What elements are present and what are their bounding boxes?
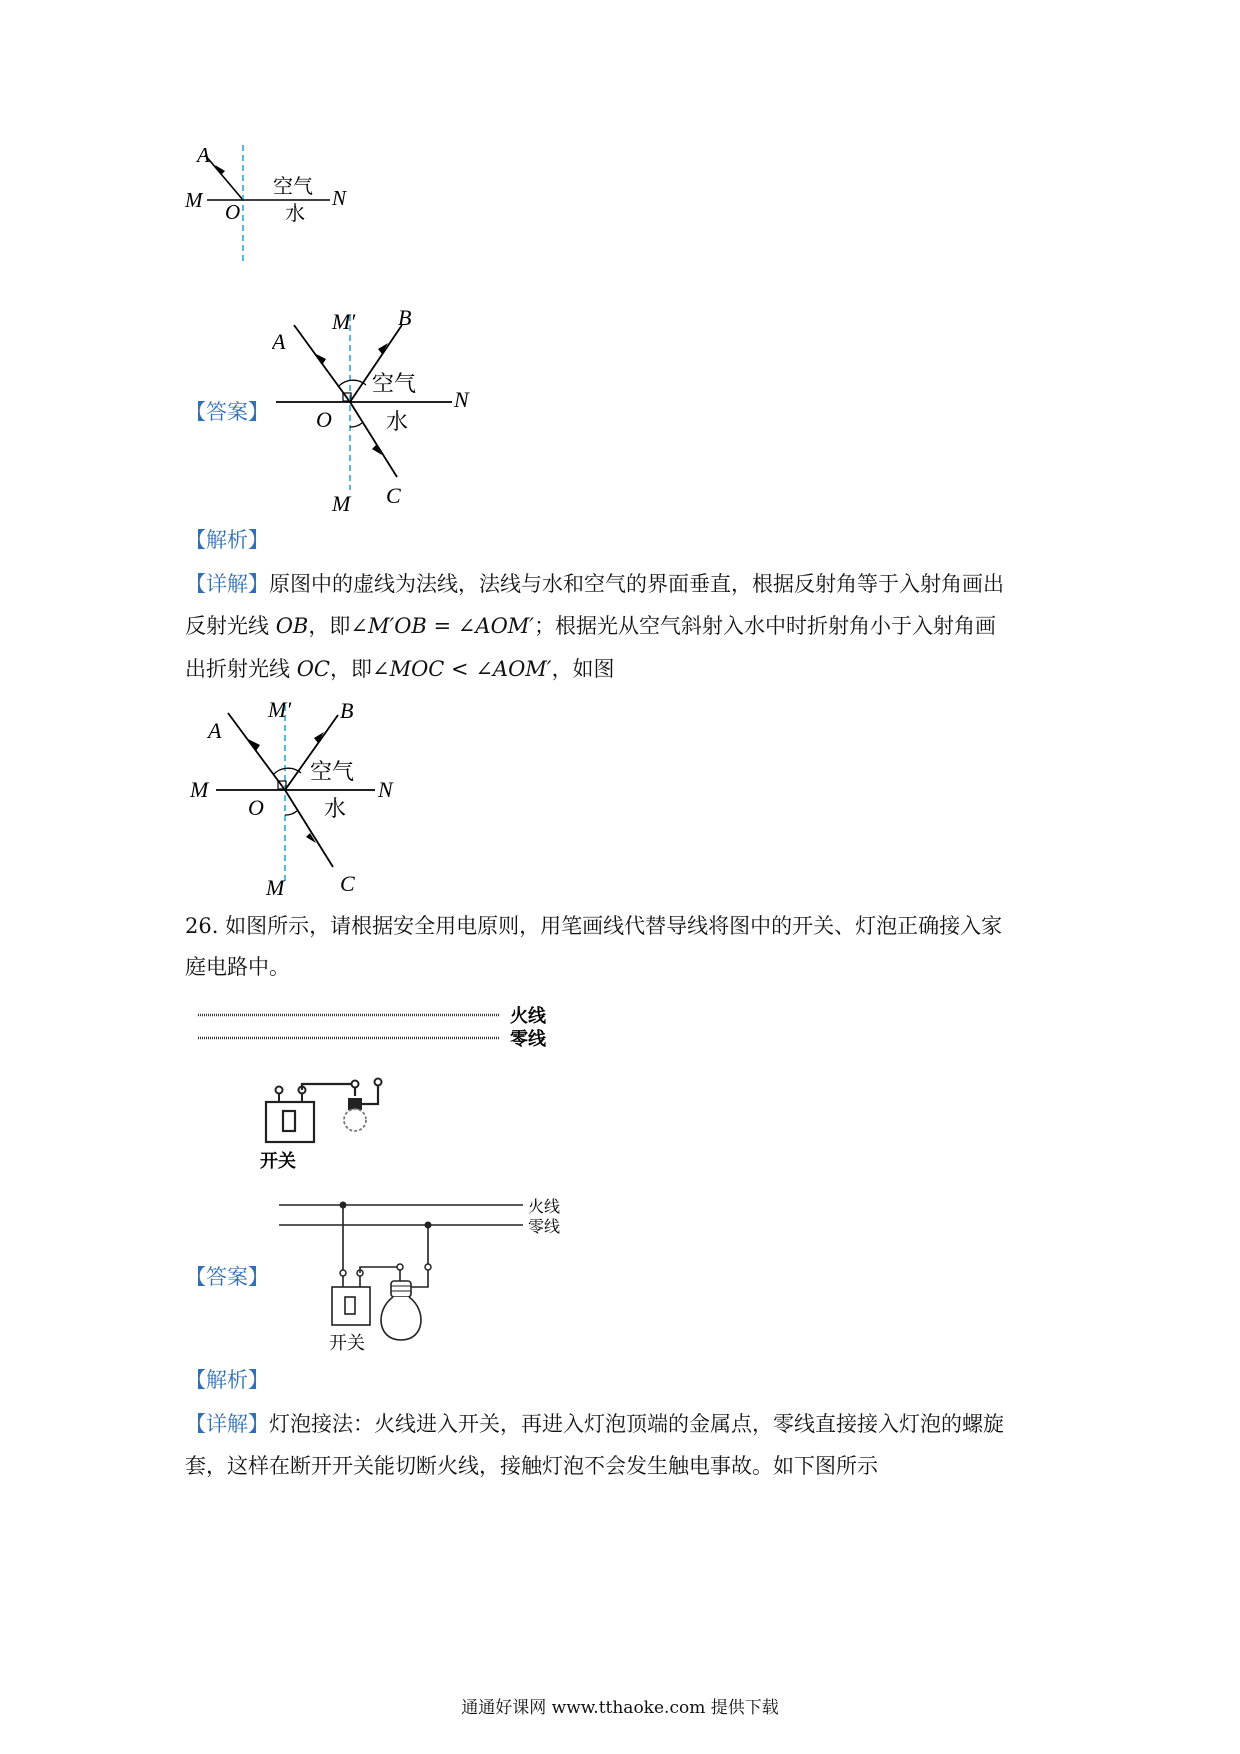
incident-ray	[205, 155, 243, 200]
switch-toggle-icon	[283, 1111, 295, 1131]
arrow-icon	[314, 353, 326, 365]
label-water: 水	[324, 797, 347, 822]
label-m: M	[185, 188, 203, 212]
analysis-line-2	[185, 612, 996, 640]
label-o: O	[316, 407, 332, 432]
label-c: C	[340, 871, 355, 896]
terminal	[425, 1264, 431, 1270]
label-neutral: 零线	[528, 1217, 561, 1236]
page-footer: 通通好课网 www.tthaoke.com 提供下载	[461, 1698, 779, 1718]
label-switch: 开关	[329, 1333, 365, 1354]
ray-oc: OC	[296, 657, 330, 681]
equation-reflection: ∠M′OB = ∠AOM′	[350, 614, 535, 638]
answer-tag: 【答案】	[185, 1265, 269, 1289]
analysis-text: ，如图	[551, 657, 615, 681]
label-water: 水	[285, 201, 305, 225]
analysis-line-1	[185, 570, 1004, 598]
angle-arc	[285, 811, 297, 815]
label-m-bottom: M	[266, 875, 285, 898]
analysis-tag: 【解析】	[185, 528, 269, 552]
analysis-line-3	[185, 655, 615, 683]
analysis-line-1	[185, 1410, 1004, 1438]
figure-answer-circuit	[275, 1195, 575, 1355]
label-c: C	[386, 483, 401, 508]
switch-box	[332, 1287, 370, 1325]
detail-tag: 【详解】	[185, 1412, 269, 1436]
equation-refraction: ∠MOC < ∠AOM′	[371, 657, 552, 681]
label-a: A	[272, 329, 286, 354]
bulb-icon	[381, 1297, 421, 1340]
figure-question-circuit	[190, 1000, 570, 1190]
label-live: 火线	[528, 1197, 561, 1216]
connecting-wire	[302, 1084, 355, 1096]
label-switch: 开关	[260, 1151, 296, 1172]
analysis-text: ，即	[329, 657, 372, 681]
answer-tag: 【答案】	[185, 400, 269, 424]
terminal	[352, 1081, 359, 1088]
question-26-line-2: 庭电路中。	[185, 955, 290, 979]
label-water: 水	[386, 410, 409, 435]
detail-tag: 【详解】	[185, 572, 269, 596]
analysis-text: 出折射光线	[185, 657, 297, 681]
label-o: O	[248, 795, 264, 820]
switch-box	[266, 1102, 314, 1142]
label-n: N	[454, 387, 469, 412]
label-n: N	[332, 186, 347, 210]
figure-answer-refraction	[272, 305, 502, 513]
label-n: N	[378, 777, 393, 802]
analysis-text: 灯泡接法：火线进入开关，再进入灯泡顶端的金属点，零线直接接入灯泡的螺旋	[269, 1412, 1004, 1436]
lamp-socket-icon	[391, 1281, 411, 1297]
label-a: A	[208, 718, 222, 743]
incident-ray	[228, 713, 285, 790]
analysis-line-2: 套，这样在断开开关能切断火线，接触灯泡不会发生触电事故。如下图所示	[185, 1454, 878, 1478]
terminal	[340, 1270, 346, 1276]
label-b: B	[340, 698, 354, 723]
label-o: O	[225, 200, 241, 224]
terminal	[276, 1087, 283, 1094]
angle-arc	[350, 423, 362, 427]
terminal	[375, 1079, 382, 1086]
question-26-line-1: 26. 如图所示，请根据安全用电原则，用笔画线代替导线将图中的开关、灯泡正确接入家	[185, 914, 1003, 938]
terminal	[397, 1264, 403, 1270]
label-m-prime: M′	[332, 309, 356, 334]
analysis-text: 原图中的虚线为法线，法线与水和空气的界面垂直，根据反射角等于入射角画出	[269, 572, 1004, 596]
figure-question-refraction	[185, 145, 385, 270]
analysis-text: 反射光线	[185, 614, 276, 638]
figure-analysis-refraction	[190, 693, 420, 898]
label-air: 空气	[310, 760, 355, 785]
connecting-wire	[360, 1267, 400, 1281]
label-air: 空气	[273, 174, 313, 198]
connecting-wire	[411, 1225, 428, 1287]
label-m-prime: M′	[268, 697, 292, 722]
label-m-bottom: M	[332, 491, 351, 513]
label-live: 火线	[510, 1006, 546, 1027]
label-neutral: 零线	[510, 1029, 546, 1050]
analysis-text: ；根据光从空气斜射入水中时折射角小于入射角画	[534, 614, 997, 638]
analysis-tag: 【解析】	[185, 1368, 269, 1392]
label-air: 空气	[372, 372, 417, 397]
label-a: A	[197, 145, 210, 167]
ray-ob: OB	[275, 614, 309, 638]
connecting-wire	[362, 1084, 378, 1104]
bulb-icon	[344, 1109, 366, 1131]
switch-toggle-icon	[345, 1297, 355, 1314]
analysis-text: ，即	[308, 614, 351, 638]
label-m: M	[190, 777, 209, 802]
label-b: B	[398, 305, 412, 330]
